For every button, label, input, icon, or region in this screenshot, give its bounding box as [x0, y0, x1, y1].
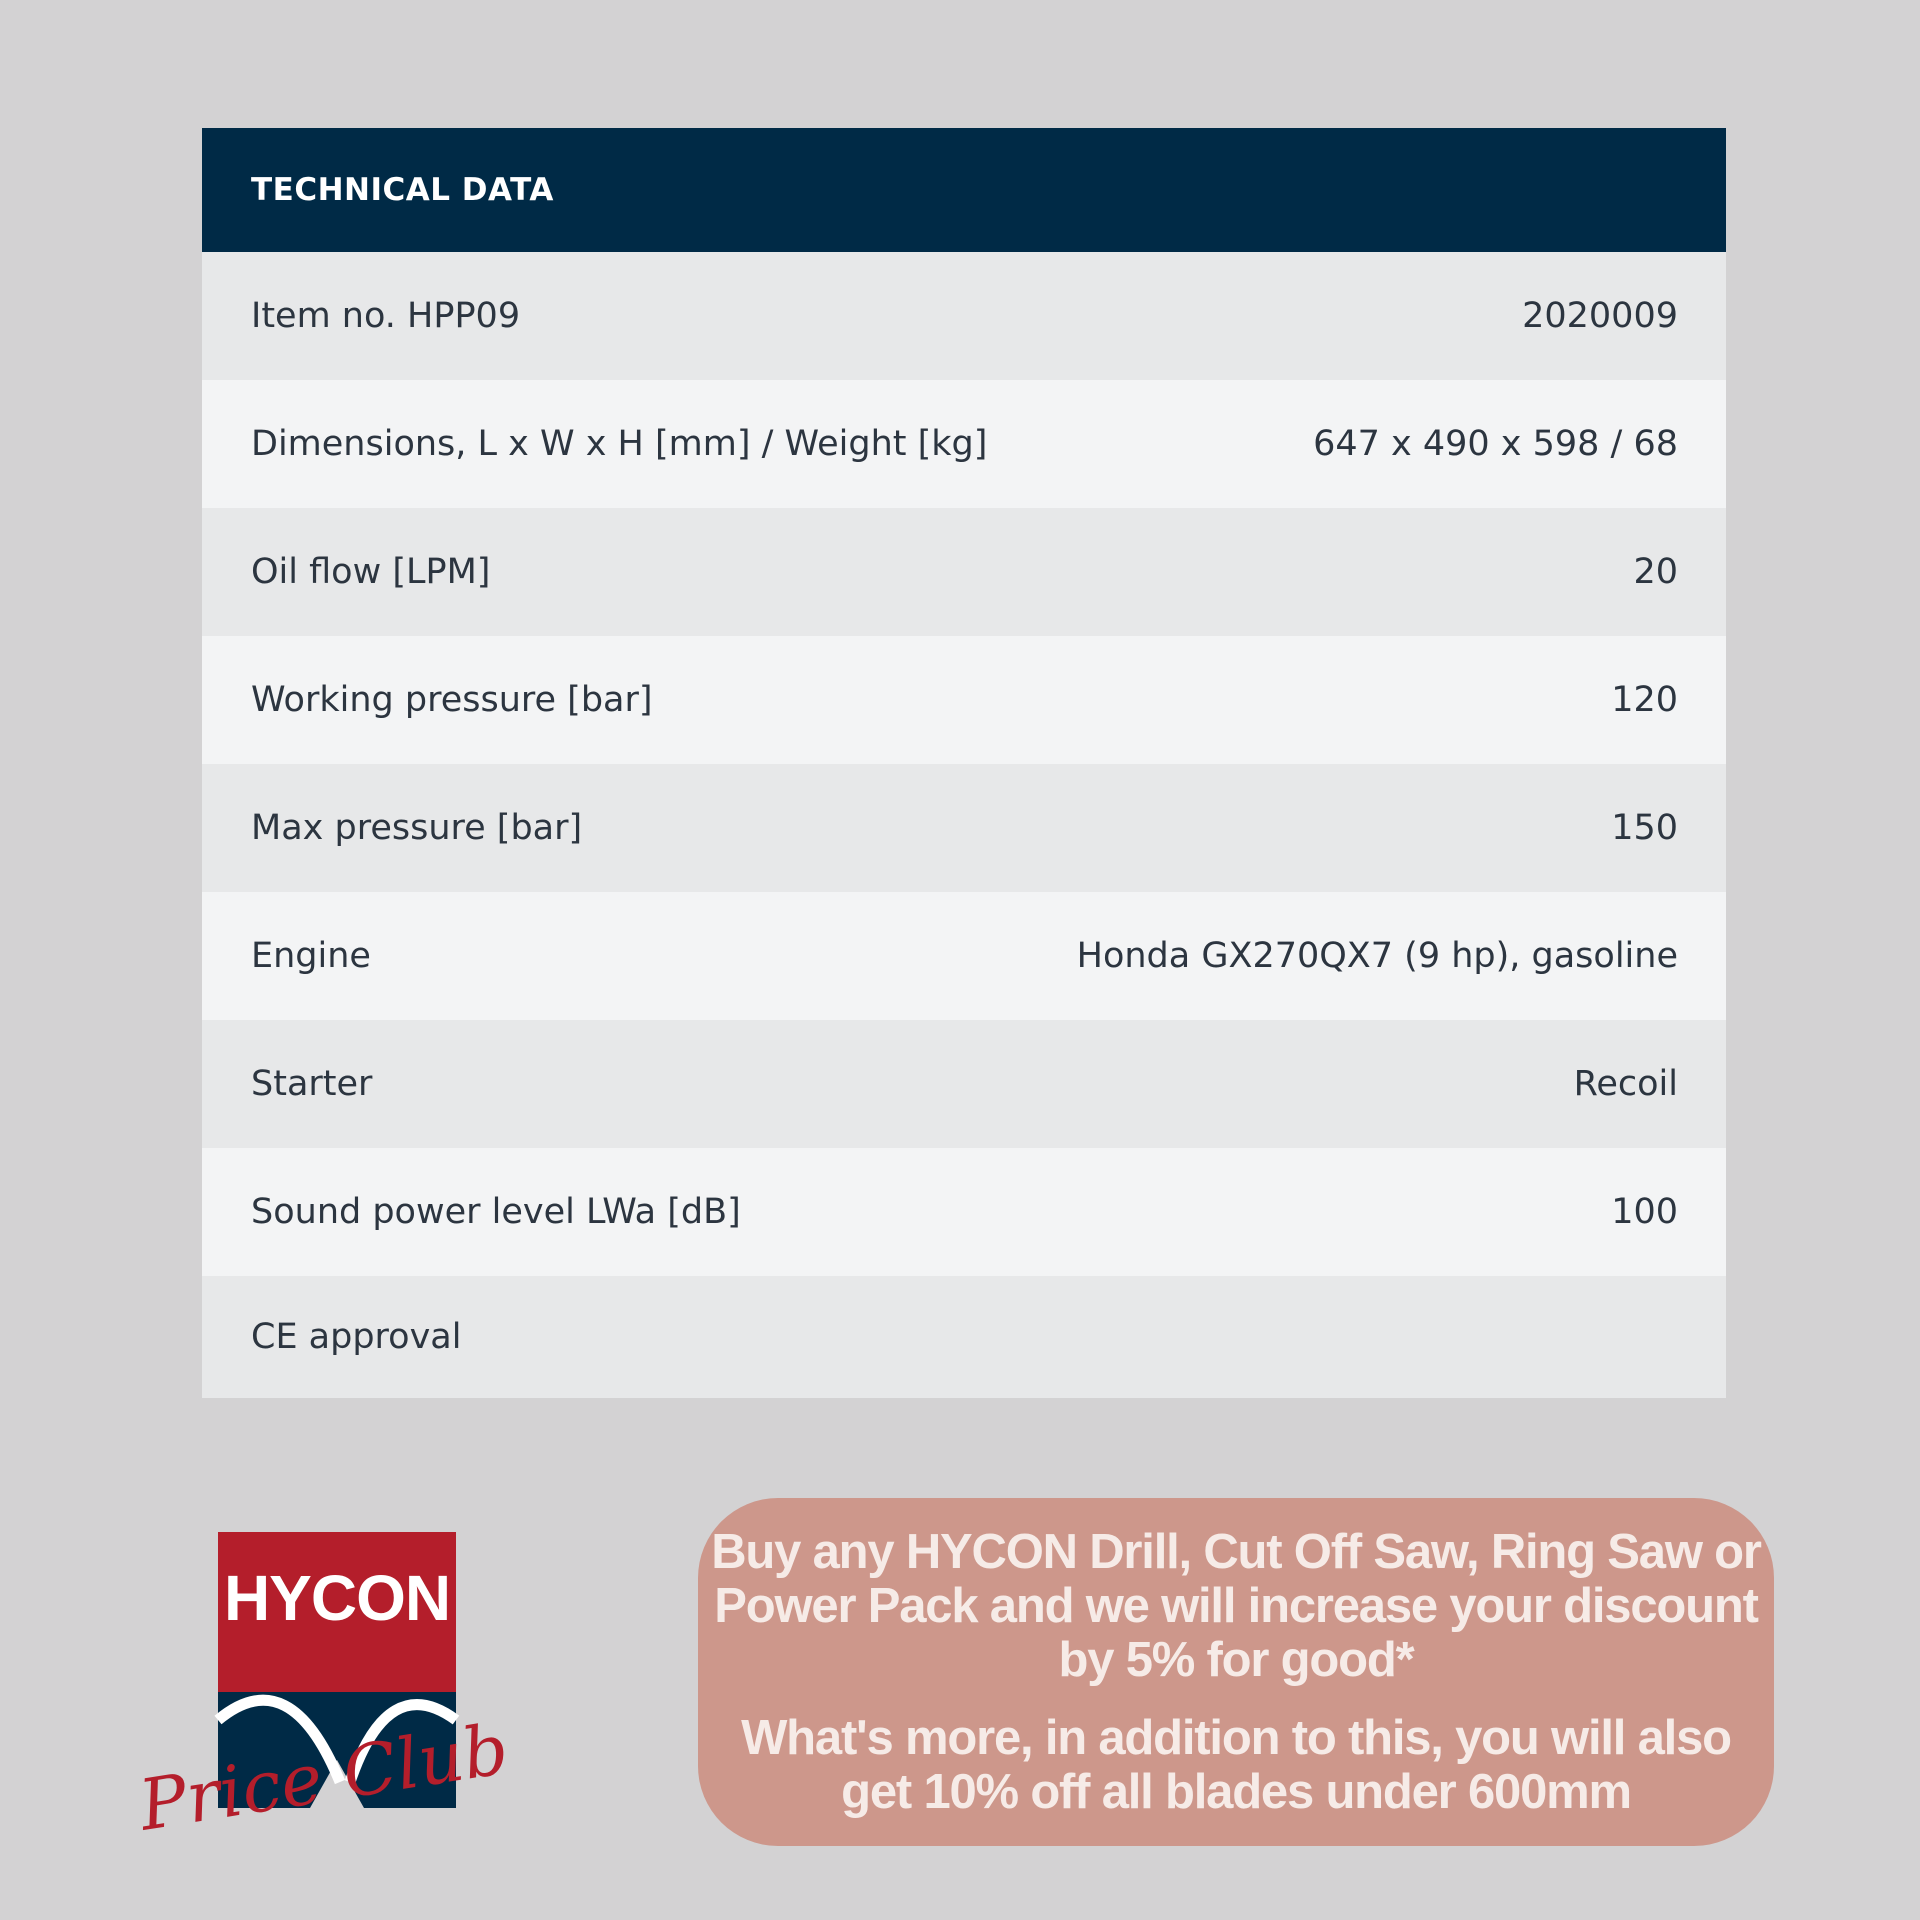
row-value: 150 — [1611, 808, 1678, 848]
row-label: Sound power level LWa [dB] — [251, 1192, 741, 1232]
row-label: Starter — [251, 1064, 373, 1104]
row-value: 100 — [1611, 1192, 1678, 1232]
hycon-logo-icon — [140, 1520, 520, 1850]
table-row — [202, 764, 1726, 892]
row-label: Oil flow [LPM] — [251, 552, 491, 592]
table-row — [202, 380, 1726, 508]
table-row — [202, 252, 1726, 380]
row-label: Engine — [251, 936, 371, 976]
table-row — [202, 1148, 1726, 1276]
promo-text-blades: What's more, in addition to this, you will also get 10% off all blades under 600mm — [741, 1711, 1731, 1819]
table-row — [202, 636, 1726, 764]
promo-banner — [698, 1498, 1774, 1846]
row-value: 2020009 — [1522, 296, 1678, 336]
table-header — [202, 128, 1726, 252]
logo-brand-text: HYCON — [223, 1562, 451, 1634]
logo-script-text: Price Club — [140, 1707, 514, 1847]
table-row — [202, 1020, 1726, 1148]
row-value: Recoil — [1573, 1064, 1678, 1104]
row-value: 647 x 490 x 598 / 68 — [1313, 424, 1678, 464]
row-label: Max pressure [bar] — [251, 808, 583, 848]
table-row — [202, 892, 1726, 1020]
table-row — [202, 508, 1726, 636]
row-label: Dimensions, L x W x H [mm] / Weight [kg] — [251, 424, 988, 464]
table-row — [202, 1276, 1726, 1398]
row-value: 20 — [1633, 552, 1678, 592]
hycon-price-club-logo — [140, 1520, 520, 1850]
row-label: Working pressure [bar] — [251, 680, 653, 720]
table-body — [202, 252, 1726, 1398]
row-label: Item no. HPP09 — [251, 296, 521, 336]
table-title: TECHNICAL DATA — [251, 172, 554, 208]
row-value: 120 — [1611, 680, 1678, 720]
technical-data-table — [202, 128, 1726, 1398]
row-label: CE approval — [251, 1317, 462, 1357]
row-value: Honda GX270QX7 (9 hp), gasoline — [1076, 936, 1678, 976]
promo-text-discount: Buy any HYCON Drill, Cut Off Saw, Ring Saw or Power Pack and we will increase your discount by 5% for good* — [711, 1525, 1761, 1687]
